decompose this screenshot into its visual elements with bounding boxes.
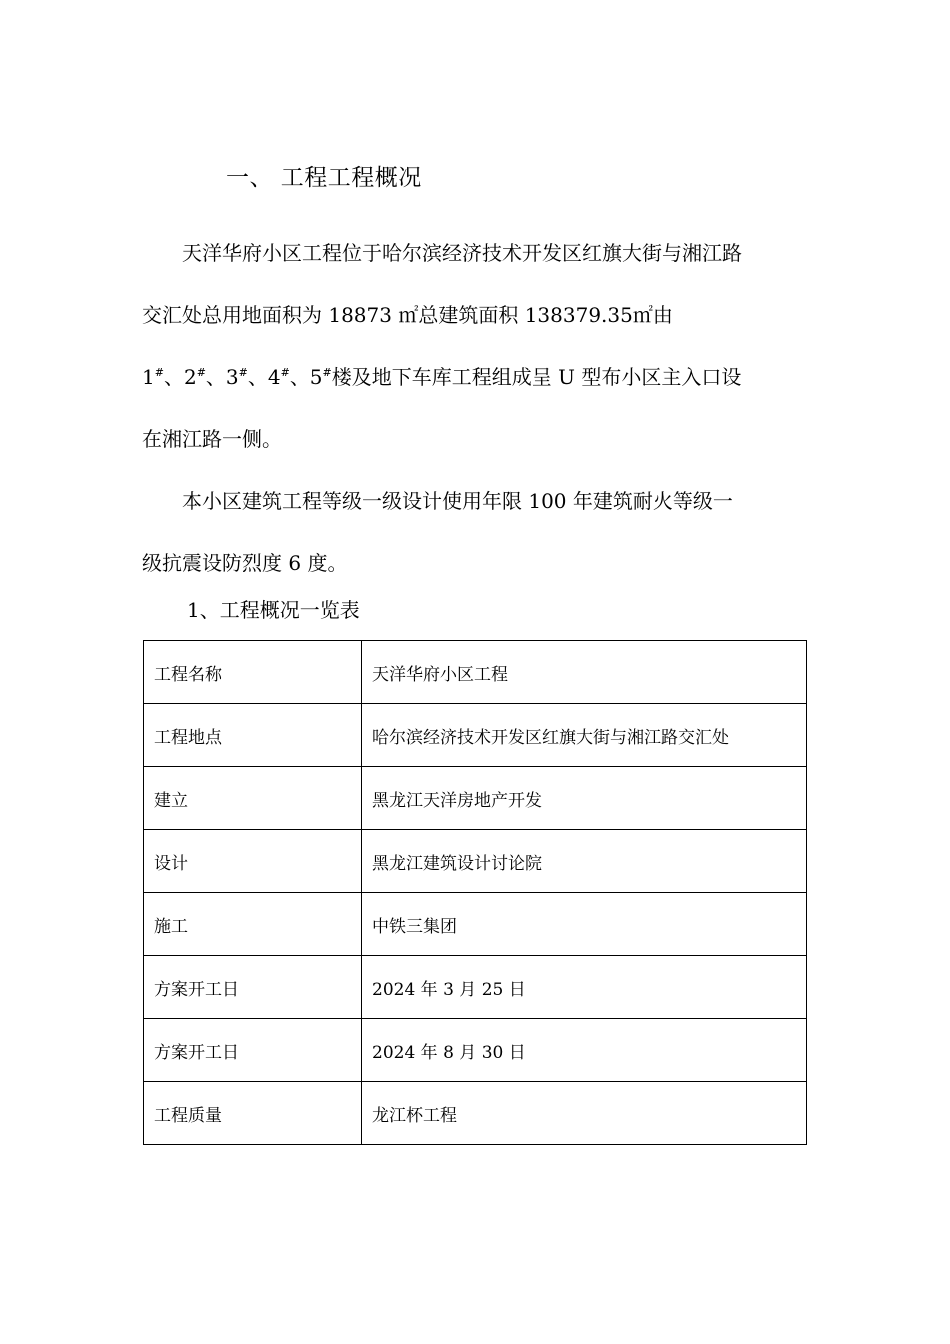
paragraph-line: 天洋华府小区工程位于哈尔滨经济技术开发区红旗大街与湘江路 <box>182 241 742 265</box>
building-number: 、2 <box>163 365 197 389</box>
table-cell-value: 2024 年 8 月 30 日 <box>362 1019 807 1082</box>
table-row <box>144 641 807 704</box>
table-cell-label: 施工 <box>144 893 362 956</box>
table-cell-label: 方案开工日 <box>144 1019 362 1082</box>
table-row <box>144 704 807 767</box>
table-cell-label: 方案开工日 <box>144 956 362 1019</box>
paragraph-line: 交汇处总用地面积为 18873 ㎡总建筑面积 138379.35㎡由 <box>142 303 673 327</box>
building-number: 、5 <box>289 365 323 389</box>
building-number: 、4 <box>247 365 281 389</box>
table-cell-label: 设计 <box>144 830 362 893</box>
paragraph-line: 本小区建筑工程等级一级设计使用年限 100 年建筑耐火等级一 <box>182 489 733 513</box>
table-row <box>144 830 807 893</box>
paragraph-line-rest: 楼及地下车库工程组成呈 U 型布小区主入口设 <box>331 365 742 389</box>
table-cell-value: 黑龙江建筑设计讨论院 <box>362 830 807 893</box>
table-cell-label: 工程地点 <box>144 704 362 767</box>
paragraph-building-grade <box>142 470 810 594</box>
section-heading: 一、 工程工程概况 <box>226 165 422 191</box>
project-overview-table <box>143 640 807 1145</box>
superscript-mark: # <box>154 366 164 379</box>
table-cell-value: 中铁三集团 <box>362 893 807 956</box>
table-cell-label: 工程质量 <box>144 1082 362 1145</box>
table-cell-label: 工程名称 <box>144 641 362 704</box>
table-row <box>144 1082 807 1145</box>
paragraph-line: 级抗震设防烈度 6 度。 <box>142 551 348 575</box>
superscript-mark: # <box>196 366 206 379</box>
table-row <box>144 893 807 956</box>
body-text <box>142 222 810 594</box>
superscript-mark: # <box>280 366 290 379</box>
table-cell-value: 龙江杯工程 <box>362 1082 807 1145</box>
table-cell-label: 建立 <box>144 767 362 830</box>
table-row <box>144 956 807 1019</box>
table-cell-value: 黑龙江天洋房地产开发 <box>362 767 807 830</box>
table-cell-value: 哈尔滨经济技术开发区红旗大街与湘江路交汇处 <box>362 704 807 767</box>
building-number: 1 <box>142 365 155 389</box>
table-row <box>144 767 807 830</box>
table-cell-value: 2024 年 3 月 25 日 <box>362 956 807 1019</box>
paragraph-line: 在湘江路一侧。 <box>142 427 282 451</box>
building-number: 、3 <box>205 365 239 389</box>
superscript-mark: # <box>322 366 332 379</box>
table-row <box>144 1019 807 1082</box>
paragraph-line-buildings <box>142 346 810 408</box>
paragraph-project-location <box>142 222 810 470</box>
table-title: 1、工程概况一览表 <box>187 598 360 622</box>
table-cell-value: 天洋华府小区工程 <box>362 641 807 704</box>
superscript-mark: # <box>238 366 248 379</box>
